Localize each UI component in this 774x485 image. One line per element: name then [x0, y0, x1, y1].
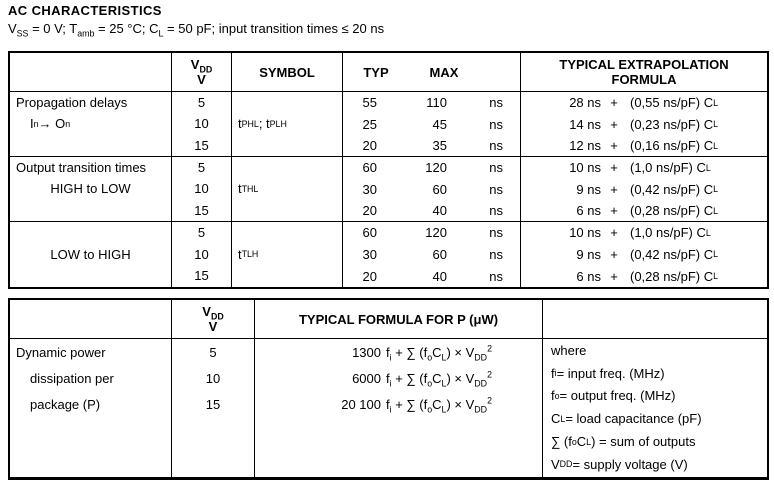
power-formula-term: $f_i$ + ∑ $(f_oC_L) \times V_{DD}^2$: [386, 369, 492, 389]
header-vdd-symbol: $V_{DD}$: [190, 57, 213, 75]
header-parameter: [10, 53, 172, 92]
plus-sign: +: [610, 95, 618, 111]
symbol-cell: [232, 157, 343, 222]
unit-value: ns: [489, 160, 503, 176]
header-notes: [543, 300, 767, 339]
header-typical-formula: TYPICAL FORMULA FOR P (μW): [255, 300, 543, 339]
header-vdd-unit: V: [197, 72, 206, 87]
symbol-cell: [232, 92, 343, 157]
header-extrapolation-formula: [521, 53, 767, 92]
vdd-value: 5: [197, 95, 206, 111]
typ-value: 25: [362, 116, 377, 132]
plus-sign: +: [610, 116, 618, 132]
vdd-value: 10: [194, 116, 209, 132]
plus-sign: +: [610, 138, 618, 154]
unit-value: ns: [489, 225, 503, 241]
power-formula-cell: [255, 339, 543, 477]
parameter-cell-dynamic-power: [10, 339, 172, 477]
note-line: f i = input freq. (MHz): [551, 365, 665, 381]
note-line: where: [551, 342, 587, 358]
symbol-value: t TLH: [238, 246, 259, 262]
parameter-line: HIGH to LOW: [50, 181, 131, 197]
typ-value: 20: [362, 268, 377, 284]
header-vdd-unit: V: [208, 319, 218, 334]
header-vdd: [172, 300, 255, 339]
header-vdd-symbol: $V_{DD}$: [202, 304, 224, 322]
plus-sign: +: [610, 203, 618, 219]
typ-value: 60: [362, 225, 377, 241]
unit-value: ns: [489, 268, 503, 284]
vdd-value: 15: [205, 396, 221, 412]
ac-characteristics-table: [8, 51, 769, 289]
unit-value: ns: [489, 181, 503, 197]
formula-term: (1,0 ns/pF) C L: [630, 160, 711, 176]
max-value: 120: [425, 225, 447, 241]
typ-value: 55: [362, 95, 377, 111]
parameter-line: dissipation per: [30, 370, 114, 386]
vdd-cell: [172, 222, 232, 287]
typ-value: 20: [362, 138, 377, 154]
max-value: 110: [426, 95, 447, 111]
legend-cell: [543, 339, 767, 477]
formula-number: 9 ns: [576, 181, 601, 197]
max-value: 45: [432, 116, 447, 132]
typ-max-cell: [343, 222, 521, 287]
header-typ-max: [343, 53, 521, 92]
plus-sign: +: [610, 246, 618, 262]
parameter-line: package (P): [30, 396, 101, 412]
parameter-cell-propagation-delays: [10, 92, 172, 157]
formula-term: (0,28 ns/pF) C L: [630, 268, 719, 284]
vdd-value: 5: [197, 160, 206, 176]
power-formula-number: 20 100: [341, 396, 381, 412]
vdd-value: 15: [194, 137, 209, 153]
parameter-line: Propagation delays: [16, 95, 128, 111]
power-formula: [255, 391, 542, 417]
formula-number: 14 ns: [569, 116, 601, 132]
vdd-value: 10: [205, 370, 221, 386]
max-value: 120: [425, 160, 447, 176]
power-formula: [255, 365, 542, 391]
formula-term: (0,42 ns/pF) C L: [630, 181, 719, 197]
note-line: C L = load capacitance (pF): [551, 411, 702, 427]
max-value: 35: [432, 138, 447, 154]
power-dissipation-table: [8, 298, 769, 480]
note-line: f o = output freq. (MHz): [551, 388, 676, 404]
power-formula-number: 1300: [352, 344, 381, 360]
power-formula-term: $f_i$ + ∑ $(f_oC_L) \times V_{DD}^2$: [386, 395, 492, 415]
vdd-cell: [172, 339, 255, 477]
formula-term: (1,0 ns/pF) C L: [630, 225, 711, 241]
formula-number: 12 ns: [569, 138, 601, 154]
plus-sign: +: [610, 160, 618, 176]
vdd-value: 10: [194, 181, 209, 197]
typ-value: 30: [362, 246, 377, 262]
vdd-value: 5: [209, 344, 217, 360]
header-typ: TYP: [363, 64, 389, 80]
vdd-value: 10: [194, 246, 209, 262]
header-max: MAX: [429, 64, 459, 80]
typ-value: 30: [362, 181, 377, 197]
formula-cell: [521, 222, 767, 287]
formula-number: 6 ns: [576, 268, 601, 284]
power-formula-number: 6000: [352, 370, 381, 386]
typ-value: 20: [362, 203, 377, 219]
unit-value: ns: [489, 246, 503, 262]
parameter-line: [10, 135, 171, 156]
header-formula-line1: TYPICAL EXTRAPOLATION: [559, 57, 729, 72]
formula-term: (0,42 ns/pF) C L: [630, 246, 719, 262]
formula-number: 10 ns: [569, 225, 601, 241]
unit-value: ns: [489, 116, 503, 132]
formula-number: 9 ns: [576, 246, 601, 262]
plus-sign: +: [610, 225, 618, 241]
header-symbol: SYMBOL: [232, 53, 343, 92]
formula-term: (0,23 ns/pF) C L: [630, 116, 719, 132]
unit-value: ns: [489, 203, 503, 219]
formula-number: 6 ns: [576, 203, 601, 219]
formula-term: (0,16 ns/pF) C L: [630, 138, 719, 154]
power-formula-term: $f_i$ + ∑ $(f_oC_L) \times V_{DD}^2$: [386, 343, 492, 363]
formula-cell: [521, 92, 767, 157]
symbol-value: t THL: [238, 181, 259, 197]
test-conditions: $V_{SS} = 0$ V; $T_{amb} = 25$ °C; $C_L = 50$ pF; input transition times ≤ 20 ns: [8, 21, 385, 39]
formula-number: 28 ns: [569, 95, 601, 111]
note-line: ∑ (f o C L ) = sum of outputs: [551, 434, 696, 450]
plus-sign: +: [610, 181, 618, 197]
unit-value: ns: [489, 138, 503, 154]
header-vdd: [172, 53, 232, 92]
formula-number: 10 ns: [569, 160, 601, 176]
unit-value: ns: [489, 95, 503, 111]
header-parameter: [10, 300, 172, 339]
parameter-line: Dynamic power: [16, 344, 106, 360]
formula-term: (0,55 ns/pF) C L: [630, 95, 719, 111]
parameter-line: LOW to HIGH: [50, 246, 131, 262]
parameter-cell-output-transition-low-high: [10, 222, 172, 287]
formula-cell: [521, 157, 767, 222]
max-value: 60: [432, 181, 447, 197]
typ-value: 60: [362, 160, 377, 176]
max-value: 40: [432, 268, 447, 284]
vdd-cell: [172, 157, 232, 222]
formula-term: (0,28 ns/pF) C L: [630, 203, 719, 219]
vdd-cell: [172, 92, 232, 157]
power-formula: [255, 339, 542, 365]
note-line: V DD = supply voltage (V): [551, 456, 688, 472]
plus-sign: +: [610, 268, 618, 284]
header-formula-line2: FORMULA: [611, 72, 677, 87]
vdd-value: 15: [194, 268, 209, 284]
parameter-cell-output-transition-high-low: [10, 157, 172, 222]
symbol-cell: [232, 222, 343, 287]
parameter-line: I n → O n: [30, 116, 71, 132]
vdd-value: 5: [197, 225, 206, 241]
typ-max-cell: [343, 92, 521, 157]
vdd-value: 15: [194, 202, 209, 218]
symbol-value: t PHL ; t PLH: [238, 116, 287, 132]
section-title: AC CHARACTERISTICS: [8, 3, 162, 18]
parameter-line: Output transition times: [16, 160, 147, 176]
max-value: 60: [432, 246, 447, 262]
max-value: 40: [432, 203, 447, 219]
typ-max-cell: [343, 157, 521, 222]
